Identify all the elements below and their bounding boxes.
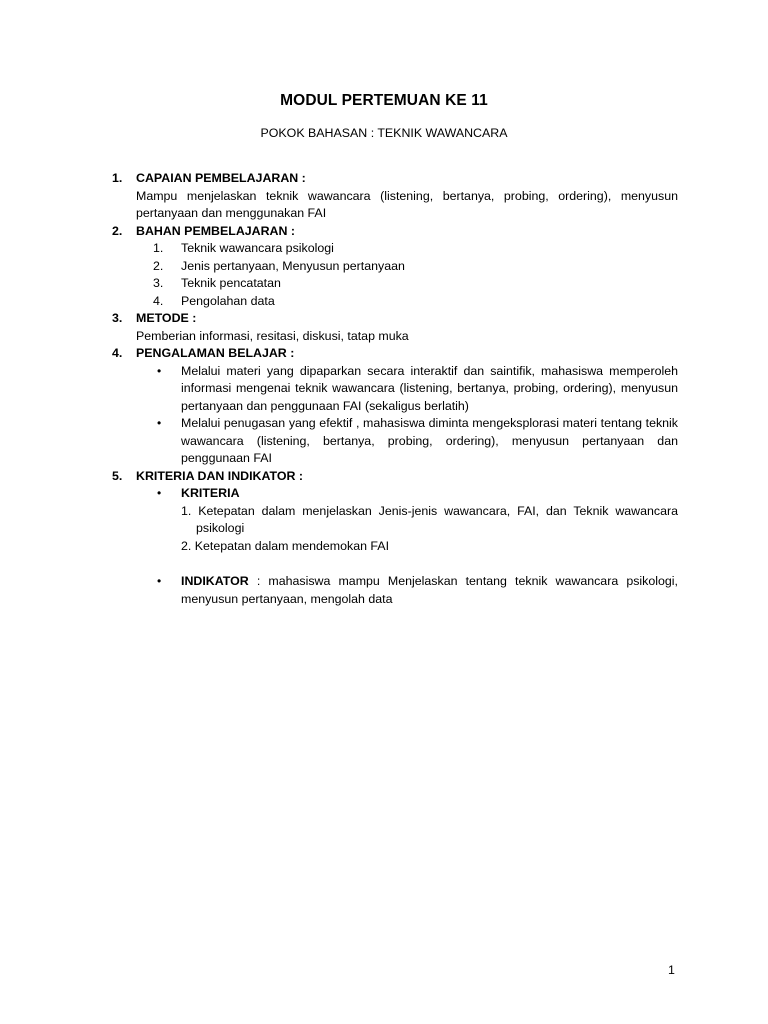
bullet-text: Melalui penugasan yang efektif , mahasiswa diminta mengeksplorasi materi tentang teknik wawancara (listening, bertanya, probing, ordering), menyusun pertanyaan dan penggunaan FAI bbox=[181, 416, 678, 465]
list-item-number: 1. bbox=[153, 241, 164, 255]
page-number: 1 bbox=[668, 963, 675, 977]
document-title: MODUL PERTEMUAN KE 11 bbox=[280, 92, 488, 109]
kriteria-label: KRITERIA bbox=[181, 486, 240, 500]
section-heading: METODE : bbox=[136, 311, 197, 325]
list-item bbox=[112, 293, 678, 311]
kriteria-list bbox=[112, 503, 678, 556]
section-bahan bbox=[112, 223, 678, 241]
section-text: Mampu menjelaskan teknik wawancara (listening, bertanya, probing, ordering), menyusun pertanyaan dan menggunakan FAI bbox=[136, 188, 678, 220]
section-heading: BAHAN PEMBELAJARAN : bbox=[136, 223, 296, 238]
indikator-text: : mahasiswa mampu Menjelaskan tentang teknik wawancara psikologi, menyusun pertanyaan, mengolah data bbox=[181, 574, 678, 606]
bullet-item-indikator bbox=[112, 573, 678, 608]
bullet-item bbox=[112, 363, 678, 416]
section-heading: CAPAIAN PEMBELAJARAN : bbox=[136, 171, 306, 185]
document-body bbox=[112, 170, 678, 608]
bullet-icon: • bbox=[157, 574, 162, 588]
section-capaian bbox=[112, 170, 678, 223]
spacer bbox=[112, 555, 678, 573]
section-number: 1. bbox=[112, 171, 123, 185]
bullet-item bbox=[112, 415, 678, 468]
bullet-item-kriteria bbox=[112, 485, 678, 503]
list-item bbox=[112, 275, 678, 293]
kriteria-item: 1. Ketepatan dalam menjelaskan Jenis-jenis wawancara, FAI, dan Teknik wawancara psikologi bbox=[181, 503, 678, 535]
list-item bbox=[112, 258, 678, 276]
list-item-text: Pengolahan data bbox=[181, 293, 275, 308]
section-number: 4. bbox=[112, 346, 123, 360]
list-item-text: Teknik wawancara psikologi bbox=[181, 241, 334, 255]
section-pengalaman bbox=[112, 345, 678, 363]
list-item-text: Jenis pertanyaan, Menyusun pertanyaan bbox=[181, 258, 405, 273]
list-item bbox=[112, 240, 678, 258]
section-number: 2. bbox=[112, 223, 123, 238]
bullet-text: Melalui materi yang dipaparkan secara interaktif dan saintifik, mahasiswa memperoleh informasi mengenai teknik wawancara (listening, bertanya, probing, ordering), menyusun pertanyaan dan penggunaan FAI (sekaligus berlatih) bbox=[181, 363, 678, 413]
bullet-icon: • bbox=[157, 416, 162, 430]
section-number: 5. bbox=[112, 468, 123, 483]
document-subtitle: POKOK BAHASAN : TEKNIK WAWANCARA bbox=[260, 126, 508, 140]
indikator-label: INDIKATOR bbox=[181, 574, 249, 588]
section-heading: PENGALAMAN BELAJAR : bbox=[136, 346, 295, 360]
section-heading: KRITERIA DAN INDIKATOR : bbox=[136, 468, 304, 483]
section-text: Pemberian informasi, resitasi, diskusi, tatap muka bbox=[136, 328, 409, 343]
list-item-number: 3. bbox=[153, 276, 164, 290]
section-kriteria-indikator bbox=[112, 468, 678, 486]
bullet-icon: • bbox=[157, 486, 162, 500]
section-number: 3. bbox=[112, 311, 123, 325]
list-item-number: 2. bbox=[153, 258, 164, 273]
list-item-number: 4. bbox=[153, 293, 164, 308]
section-metode bbox=[112, 310, 678, 345]
kriteria-item: 2. Ketepatan dalam mendemokan FAI bbox=[181, 538, 390, 553]
list-item-text: Teknik pencatatan bbox=[181, 276, 281, 290]
bullet-icon: • bbox=[157, 363, 162, 378]
